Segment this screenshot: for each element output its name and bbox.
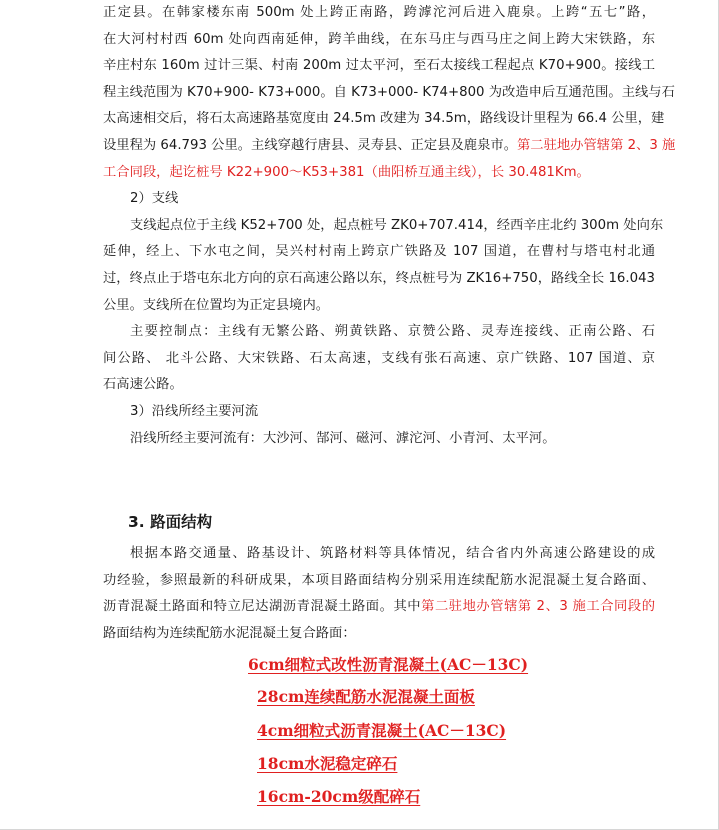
paragraph-branch-line [103, 213, 664, 319]
text-line: 主要控制点：主线有无繁公路、朔黄铁路、京赞公路、灵寿连接线、正南公路、石 [130, 324, 655, 340]
section-heading-pavement: 3. 路面结构 [128, 513, 213, 531]
paragraph-main-line [103, 0, 676, 186]
text-line [103, 133, 676, 160]
text-run: 程主线范围为 K70+900- K73+000。自 K73+000- K74+800 为改造申后互通范围。主线与石 [103, 84, 675, 100]
layer-item: 16cm-20cm级配碎石 [257, 787, 421, 806]
layer-item: 4cm细粒式沥青混凝土(AC－13C) [257, 721, 507, 740]
subheading-rivers: 3）沿线所经主要河流 [130, 403, 259, 419]
text-line: 公里。支线所在位置均为正定县境内。 [103, 297, 330, 313]
text-run: 功经验，参照最新的科研成果，本项目路面结构分别采用连续配筋水泥混凝土复合路面、 [103, 572, 655, 588]
layer-item: 18cm水泥稳定碎石 [257, 754, 398, 773]
text-line [103, 541, 655, 568]
text-line [103, 80, 675, 107]
text-line [103, 27, 655, 54]
text-line [103, 160, 655, 187]
text-line: 过，终点止于塔屯东北方向的京石高速公路以东，终点桩号为 ZK16+750，路线全长 16.043 [103, 270, 655, 286]
highlighted-text-run: 第二驻地办管辖第 2、3 施工合同段的 [421, 599, 656, 615]
text-run: 设里程为 64.793 公里。主线穿越行唐县、灵寿县、正定县及鹿泉市。 [103, 137, 517, 153]
route-description-block [103, 0, 676, 452]
text-line: 石高速公路。 [103, 377, 183, 393]
layer-item: 28cm连续配筋水泥混凝土面板 [257, 687, 475, 706]
text-run: 在大河村村西 60m 处向西南延伸，跨羊曲线，在东马庄与西马庄之间上跨大宋铁路，东 [103, 31, 655, 47]
text-line [103, 53, 655, 80]
text-line [103, 0, 655, 27]
text-run: 辛庄村东 160m 过计三渠、村南 200m 过太平河，至石太接线工程起点 K70+900。接线工 [103, 58, 655, 74]
text-run: 正定县。在韩家楼东南 500m 处上跨正南路，跨滹沱河后进入鹿泉。上跨“五七”路， [103, 5, 655, 20]
highlighted-text-run: 工合同段，起讫桩号 K22+900～K53+381（曲阳桥互通主线），长 30.481Km。 [103, 164, 590, 180]
paragraph-control-points [103, 319, 655, 399]
text-line: 支线起点位于主线 K52+700 处，起点桩号 ZK0+707.414，经西辛庄北约 300m 处向东 [130, 217, 664, 233]
paragraph-rivers: 沿线所经主要河流有：大沙河、郜河、磁河、滹沱河、小青河、太平河。 [130, 430, 556, 446]
text-line [103, 621, 655, 648]
text-line [103, 568, 655, 595]
layer-item: 6cm细粒式改性沥青混凝土(AC－13C) [248, 655, 529, 674]
subheading-branch-line: 2）支线 [130, 191, 179, 207]
text-run: 根据本路交通量、路基设计、筑路材料等具体情况，结合省内外高速公路建设的成 [130, 546, 655, 561]
text-line [103, 106, 665, 133]
text-line [103, 594, 655, 621]
text-line: 延伸，经上、下水屯之间，吴兴村村南上跨京广铁路及 107 国道，在曹村与塔屯村北通 [103, 244, 655, 260]
text-run: 沥青混凝土路面和特立尼达湖沥青混凝土路面。其中 [103, 599, 422, 615]
text-line: 间公路、 北斗公路、大宋铁路、石太高速，支线有张石高速、京广铁路、107 国道、京 [103, 350, 655, 366]
paragraph-pavement-structure [103, 541, 655, 647]
highlighted-text-run: 第二驻地办管辖第 2、3 施 [517, 137, 676, 153]
text-run: 路面结构为连续配筋水泥混凝土复合路面： [103, 625, 356, 641]
text-run: 太高速相交后，将石太高速路基宽度由 24.5m 改建为 34.5m，路线设计里程为 66.4 公里，建 [103, 111, 665, 127]
